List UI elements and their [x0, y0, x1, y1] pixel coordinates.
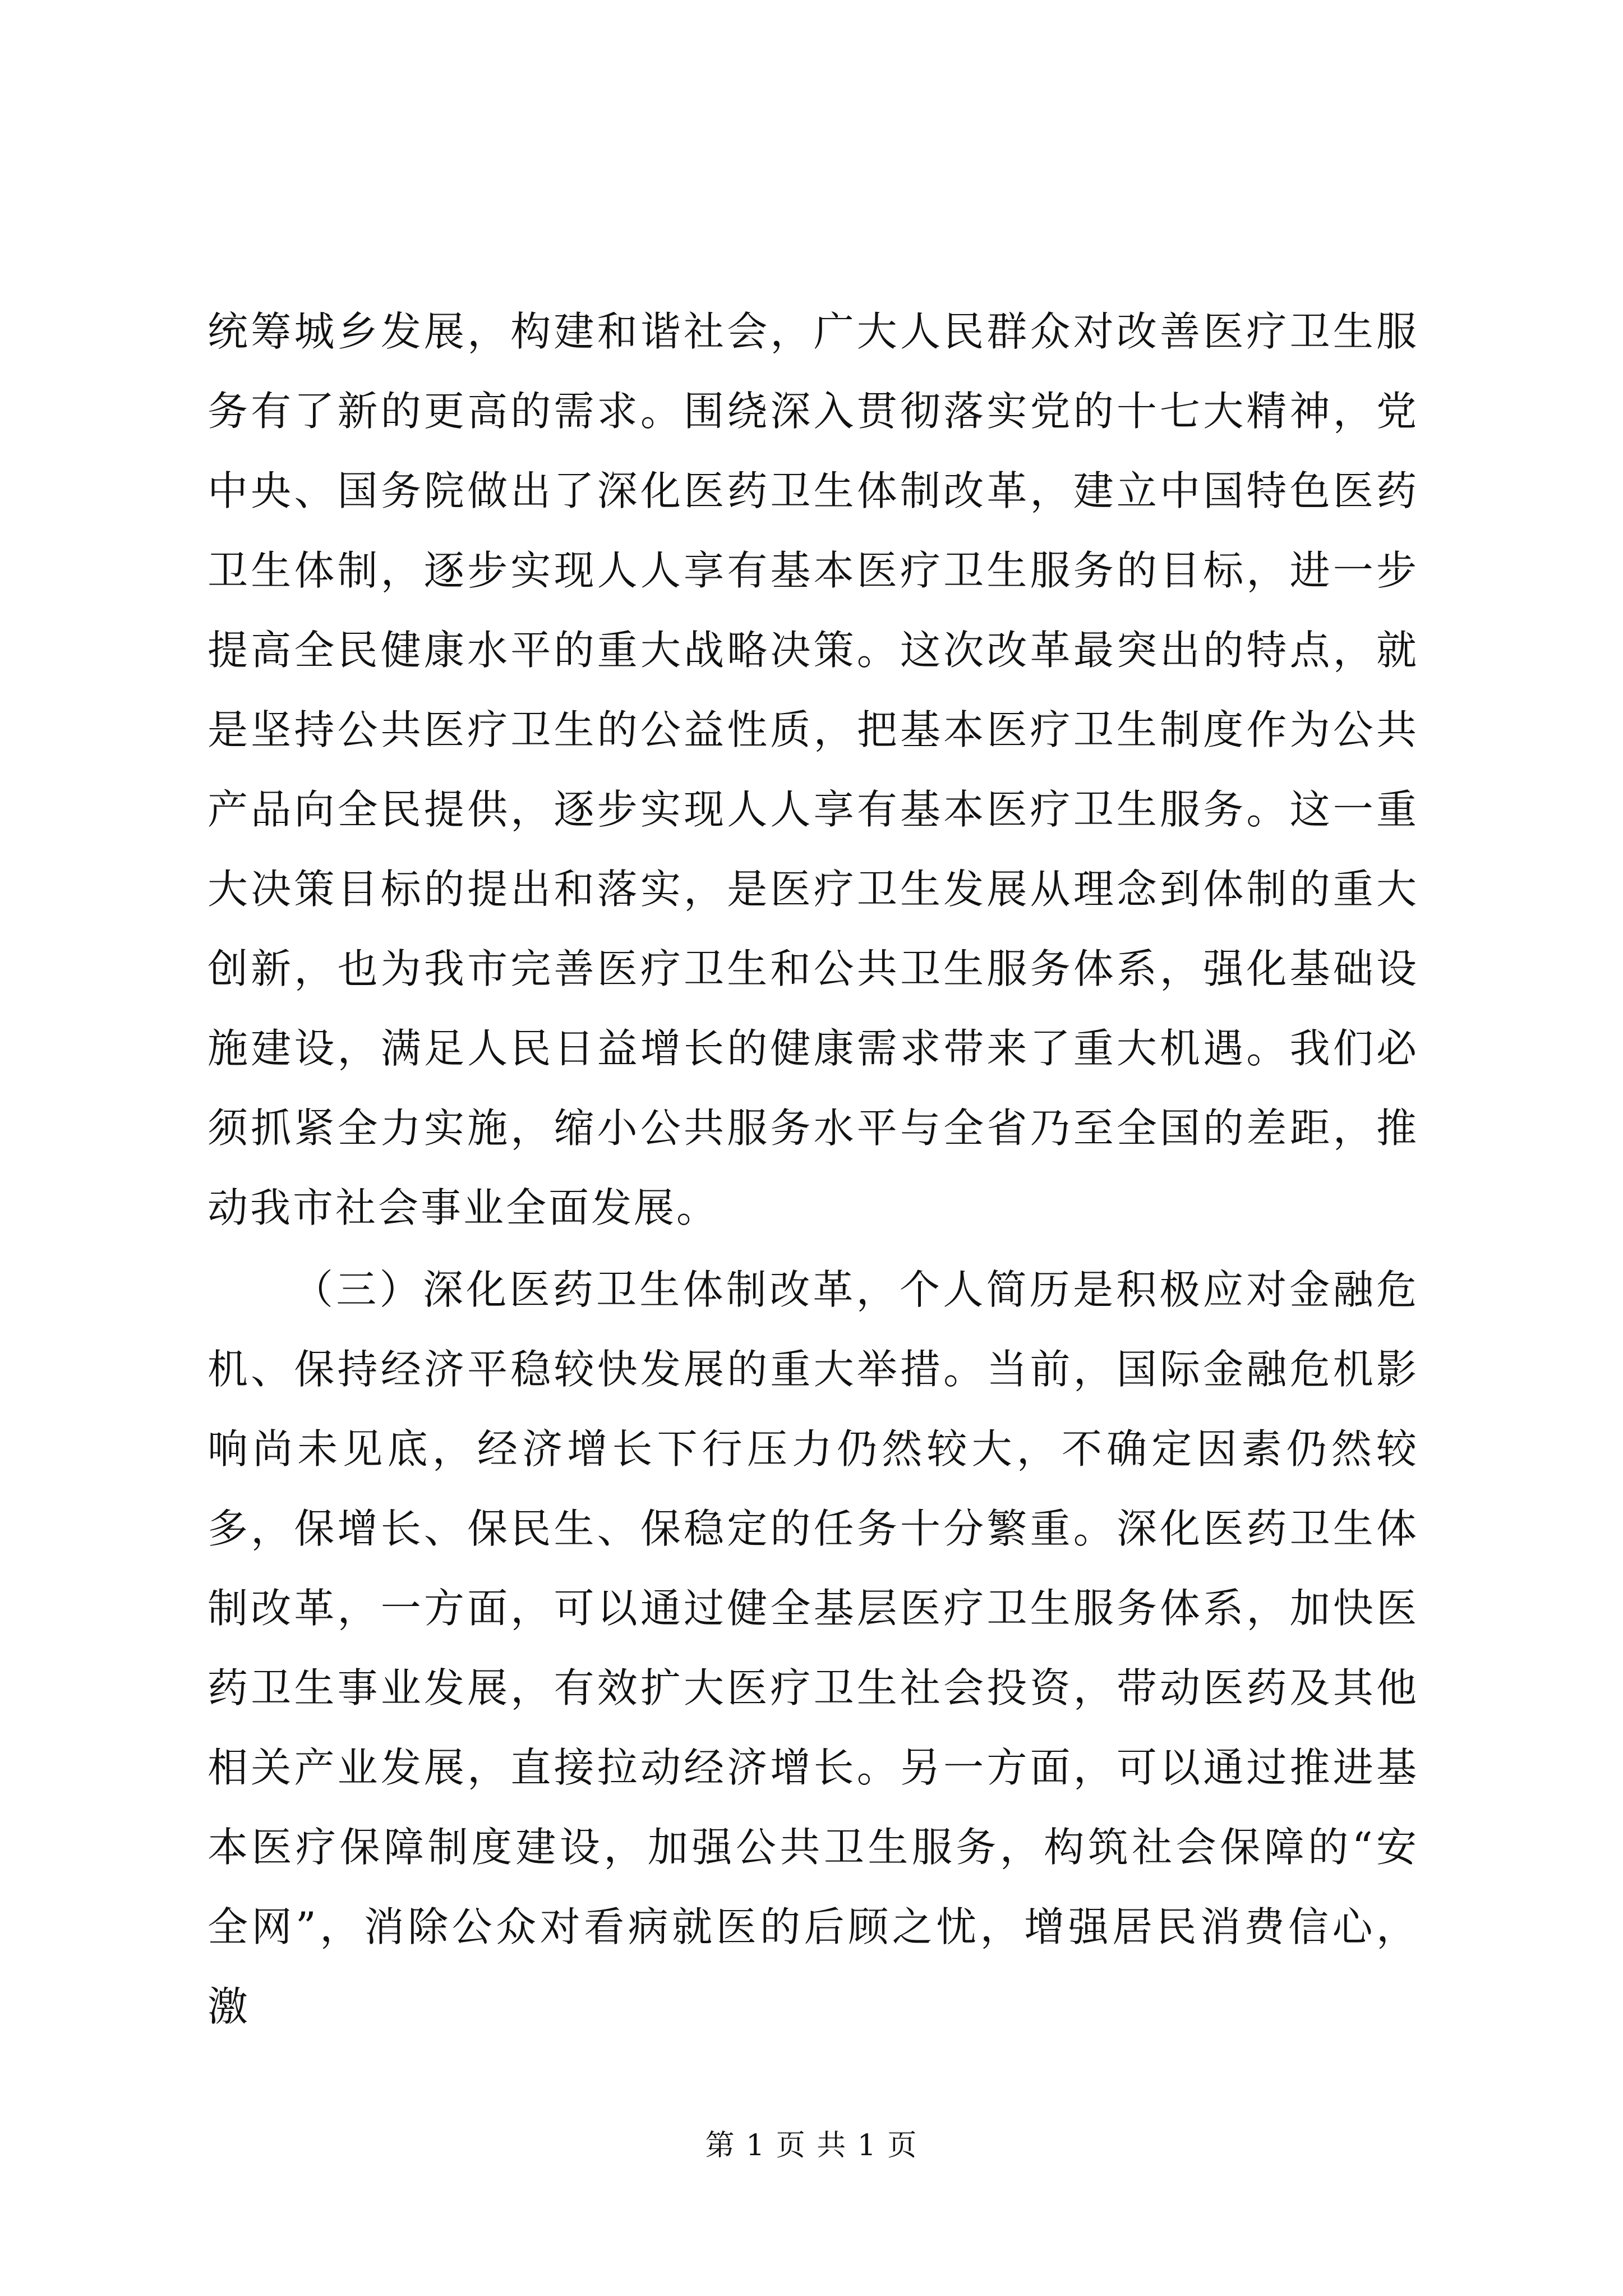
page-footer: 第 1 页 共 1 页	[705, 2129, 918, 2162]
paragraph-section-three: （三）深化医药卫生体制改革，个人简历是积极应对金融危机、保持经济平稳较快发展的重大举措。当前，国际金融危机影响尚未见底，经济增长下行压力仍然较大，不确定因素仍然较多，保增长、保民生、保稳定的任务十分繁重。深化医药卫生体制改革，一方面，可以通过健全基层医疗卫生服务体系，加快医药卫生事业发展，有效扩大医疗卫生社会投资，带动医药及其他相关产业发展，直接拉动经济增长。另一方面，可以通过推进基本医疗保障制度建设，加强公共卫生服务，构筑社会保障的“安全网”，消除公众对看病就医的后顾之忧，增强居民消费信心，激	[208, 1266, 1419, 2030]
document-body	[208, 292, 1419, 2046]
paragraph-continuation: 统筹城乡发展，构建和谐社会，广大人民群众对改善医疗卫生服务有了新的更高的需求。围绕深入贯彻落实党的十七大精神，党中央、国务院做出了深化医药卫生体制改革，建立中国特色医药卫生体制，逐步实现人人享有基本医疗卫生服务的目标，进一步提高全民健康水平的重大战略决策。这次改革最突出的特点，就是坚持公共医疗卫生的公益性质，把基本医疗卫生制度作为公共产品向全民提供，逐步实现人人享有基本医疗卫生服务。这一重大决策目标的提出和落实，是医疗卫生发展从理念到体制的重大创新，也为我市完善医疗卫生和公共卫生服务体系，强化基础设施建设，满足人民日益增长的健康需求带来了重大机遇。我们必须抓紧全力实施，缩小公共服务水平与全省乃至全国的差距，推动我市社会事业全面发展。	[208, 308, 1419, 1231]
